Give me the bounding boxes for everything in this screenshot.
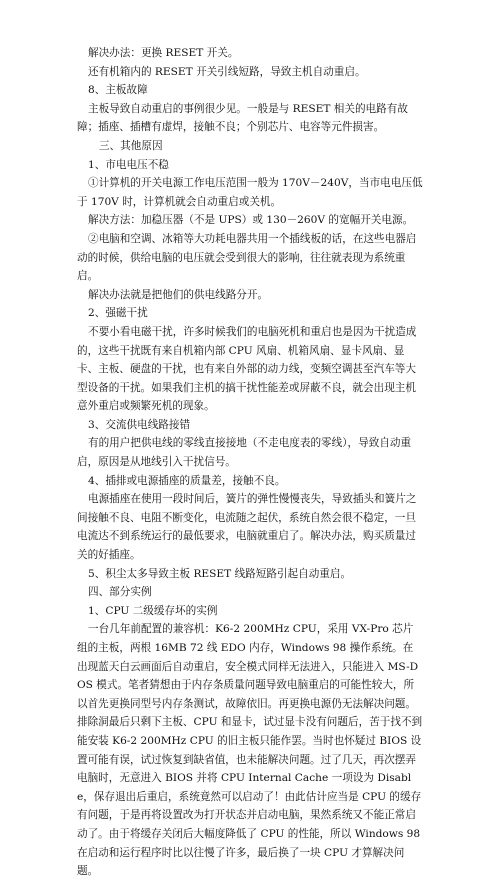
section-heading: 1、CPU 二级缓存坏的实例 <box>88 604 218 617</box>
paragraph: 还有机箱内的 RESET 开关引线短路，导致主机自动重启。 <box>88 65 366 78</box>
document-body <box>77 44 423 881</box>
paragraph: 主板导致自动重启的事例很少见。一般是与 RESET 相关的电路有故障；插座、插槽有虚焊，接触不良；个别芯片、电容等元件损害。 <box>77 102 408 134</box>
section-heading: 4、插排或电源插座的质量差，接触不良。 <box>88 474 286 487</box>
paragraph: 解决办法就是把他们的供电线路分开。 <box>88 288 269 301</box>
paragraph: 一台几年前配置的兼容机：K6-2 200MHz CPU，采用 VX-Pro 芯片组的主板，两根 16MB 72 线 EDO 内存，Windows 98 操作系统。在出现蓝天白云画面后自动重启，安全模式同样无法进入，只能进入 MS-DOS 模式。笔者猜想由于内存条质量问题导致电脑重启的可能性较大，所以首先更换同型号内存条测试，故障依旧。再更换电源仍无法解决问题。排除洞最后只剩下主板、CPU 和显卡，试过显卡没有问题后，苦于找不到能安装 K6-2 200MHz CPU 的旧主板只能作罢。当时也怀疑过 BIOS 设置可能有误，试过恢复到缺省值，也未能解决问题。过了几天，再次摆弄电脑时，无意进入 BIOS 并将 CPU Internal Cache 一项设为 Disable，保存退出后重启，系统竟然可以启动了！由此估计应当是 CPU 的缓存有问题，于是再将设置改为打开状态并启动电脑，果然系统又不能正常启动了。由于将缓存关闭后大幅度降低了 CPU 的性能，所以 Windows 98 在启动和运行程序时比以往慢了许多，最后换了一块 CPU 才算解决问题。 <box>77 623 423 878</box>
section-heading: 1、市电电压不稳 <box>88 158 169 171</box>
paragraph: 电源插座在使用一段时间后，簧片的弹性慢慢丧失，导致插头和簧片之间接触不良、电阻不断变化，电流随之起伏，系统自然会很不稳定，一旦电流达不到系统运行的最低要求，电脑就重启了。解决办法，购买质量过关的好插座。 <box>77 493 417 562</box>
section-heading: 2、强磁干扰 <box>88 307 148 320</box>
section-heading: 8、主板故障 <box>88 84 148 97</box>
chapter-heading: 三、其他原因 <box>99 139 163 152</box>
section-heading: 3、交流供电线路接错 <box>88 418 191 431</box>
paragraph: 解决办法：更换 RESET 开关。 <box>88 47 239 59</box>
chapter-heading: 四、部分实例 <box>88 586 152 599</box>
paragraph: ②电脑和空调、冰箱等大功耗电器共用一个插线板的话，在这些电器启动的时候，供给电脑的电压就会受到很大的影响，往往就表现为系统重启。 <box>77 232 417 283</box>
paragraph: 解决方法：加稳压器（不是 UPS）或 130－260V 的宽幅开关电源。 <box>88 214 414 227</box>
paragraph: 不要小看电磁干扰，许多时候我们的电脑死机和重启也是因为干扰造成的，这些干扰既有来自机箱内部 CPU 风扇、机箱风扇、显卡风扇、显卡、主板、硬盘的干扰，也有来自外部的动力线，变频空调甚至汽车等大型设备的干扰。如果我们主机的搞干扰性能差或屏蔽不良，就会出现主机意外重启或频繁死机的现象。 <box>77 325 417 413</box>
section-heading: 5、积尘太多导致主板 RESET 线路短路引起自动重启。 <box>88 567 352 580</box>
paragraph: ①计算机的开关电源工作电压范围一般为 170V－240V，当市电电压低于 170V 时，计算机就会自动重启或关机。 <box>77 177 423 208</box>
paragraph: 有的用户把供电线的零线直接接地（不走电度表的零线），导致自动重启，原因是从地线引入干扰信号。 <box>77 437 412 469</box>
